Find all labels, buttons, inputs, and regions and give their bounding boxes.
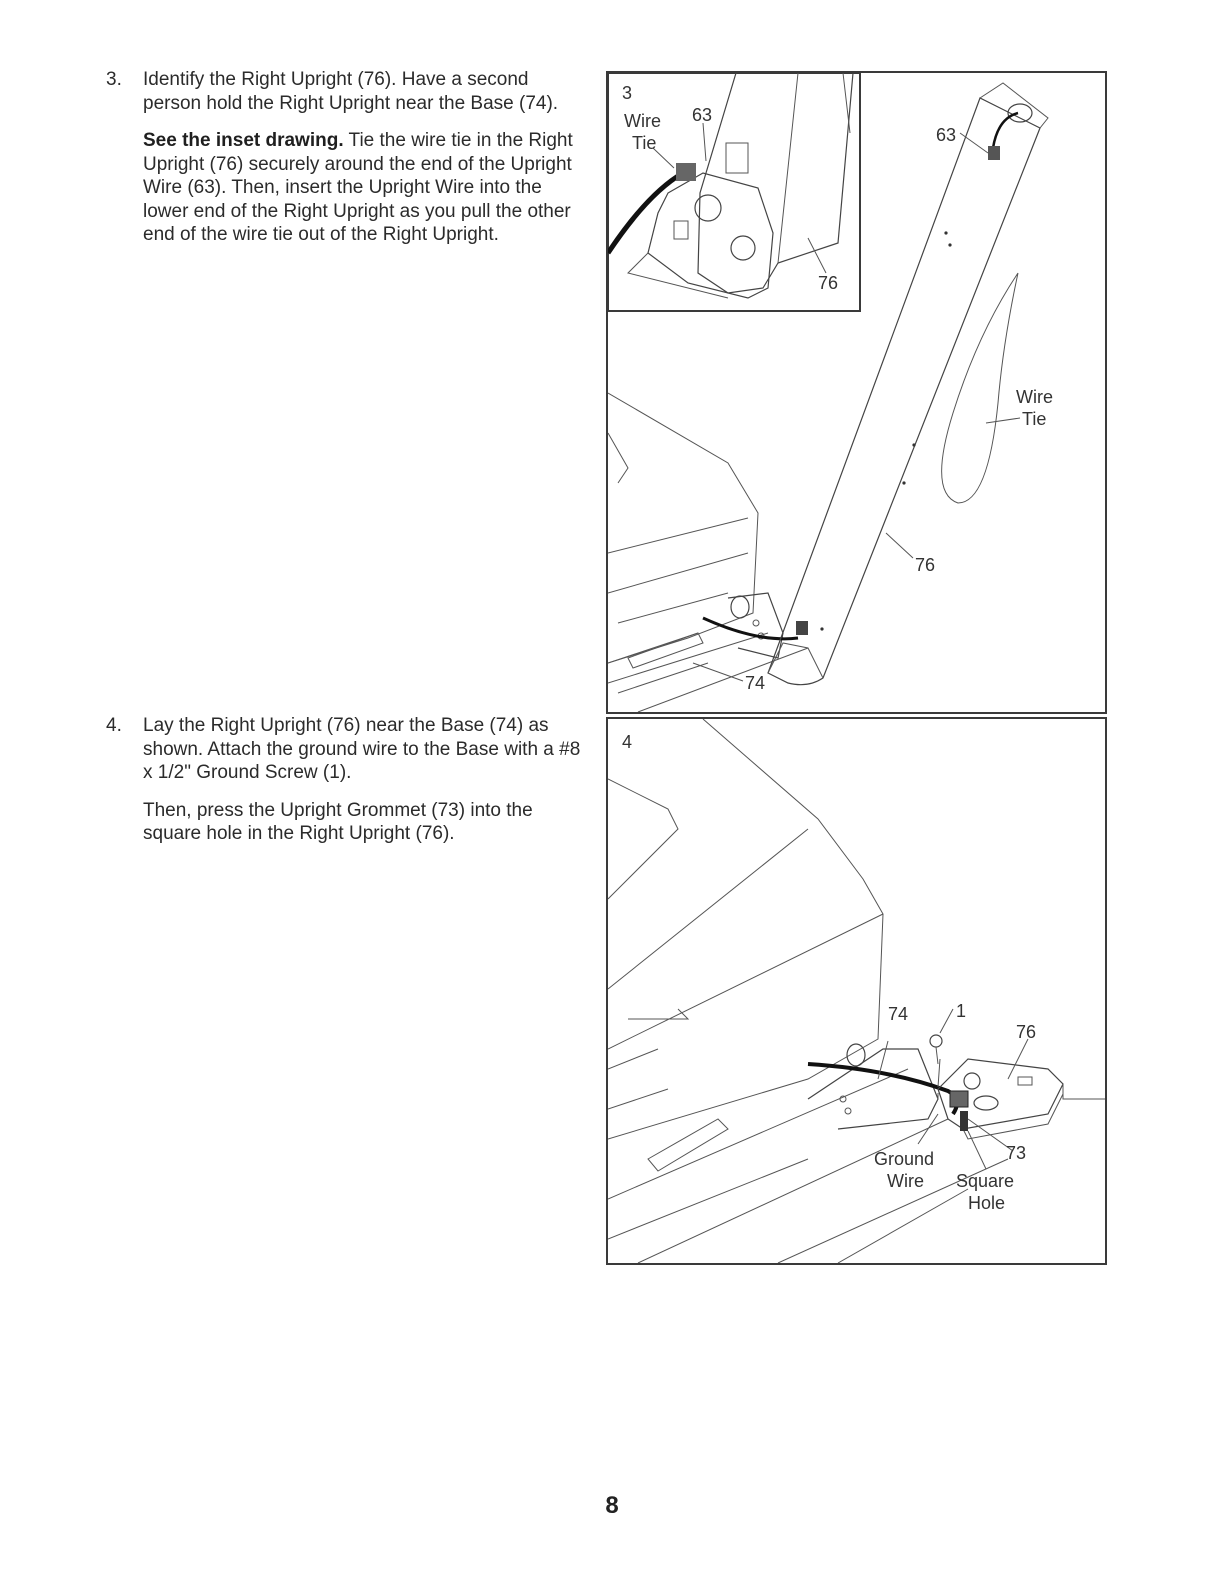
upright-hole [820,627,823,630]
base-housing-detail [608,433,628,483]
step-3-paragraph-2-text: Tie the wire tie in the Right Upright (76) securely around the end of the Upright Wire (63). Then, insert the Upright Wire into the lower end of the Right Upright as you pull the other end of the wire tie out of the Right Upright. [143,130,573,245]
label-74: 74 [745,673,766,693]
right-upright-top-opening [1008,104,1032,122]
step-3-number: 3. [106,69,122,90]
figure-3-drawing [608,73,1105,712]
base-bracket-roller [731,596,749,618]
upright-wire-connector-bottom [796,621,808,635]
base-housing-lower [608,1049,668,1109]
label-wire: Wire [887,1171,924,1191]
base-bracket [808,1049,938,1129]
wire-tie-loop [942,273,1018,503]
upright-wire-top [993,113,1018,148]
label-tie: Tie [1022,409,1047,429]
upright-hole [948,243,951,246]
label-76: 76 [915,555,936,575]
figure-4-number: 4 [622,732,633,752]
label-74: 74 [888,1004,909,1024]
leader-63 [960,133,988,153]
leader-76 [886,533,913,558]
inset-drawing-lead: See the inset drawing. [143,130,344,151]
base-bracket-hole [753,620,759,626]
leader-76 [1008,1039,1028,1079]
base-bracket-hole [845,1108,851,1114]
upright-wire-connector [988,146,1000,160]
label-square: Square [956,1171,1015,1191]
upright-hole [974,1096,998,1110]
inset-label-63: 63 [692,105,713,125]
step-4-paragraph-1: Lay the Right Upright (76) near the Base (74) as shown. Attach the ground wire to the Base with a #8 x 1/2" Ground Screw (1). [143,715,581,783]
step-3-body [143,68,583,261]
step-4-body [143,714,583,860]
leader-wire-tie [986,418,1020,423]
right-upright-side [1063,1084,1105,1099]
label-76: 76 [1016,1022,1037,1042]
base-housing-outline [608,393,758,663]
step-4-number: 4. [106,715,122,736]
inset-figure-number: 3 [622,83,633,103]
label-ground: Ground [874,1149,935,1169]
label-1: 1 [956,1001,967,1021]
step-4-paragraph-2: Then, press the Upright Grommet (73) into the square hole in the Right Upright (76). [143,799,533,844]
base-housing-lines [608,829,883,1049]
label-hole: Hole [968,1193,1006,1213]
upright-hole [964,1073,980,1089]
page-number: 8 [605,1492,619,1519]
ground-screw [930,1035,942,1047]
label-63: 63 [936,125,957,145]
figure-3 [606,71,1107,714]
step-3-paragraph-1: Identify the Right Upright (76). Have a second person hold the Right Upright near the Base (74). [143,69,559,114]
leader-square-hole [968,1131,986,1169]
inset-connector [676,163,696,181]
upright-wire [703,618,798,639]
leader-1 [940,1009,953,1033]
upright-hole [902,481,905,484]
leader-74 [693,663,743,681]
ground-screw-path [936,1047,940,1099]
inset-label-tie: Tie [632,133,657,153]
square-hole [960,1111,968,1131]
figure-4-drawing [608,719,1105,1263]
inset-label-76: 76 [818,273,839,293]
base-housing-lines [608,518,748,623]
right-upright-foot [768,643,823,678]
base-rail-lines [608,1069,1008,1263]
upright-hole [912,443,915,446]
base-rail-slot [648,1119,728,1171]
upright-slot [1018,1077,1032,1085]
label-wire: Wire [1016,387,1053,407]
step-3-paragraph-2 [143,129,583,247]
right-upright-edge [963,1094,1063,1139]
base-housing-panel [608,779,678,899]
inset-label-wire: Wire [624,111,661,131]
upright-grommet [950,1091,968,1107]
figure-4 [606,717,1107,1265]
label-73: 73 [1006,1143,1027,1163]
base-rail-slot [628,633,703,668]
upright-hole [944,231,947,234]
